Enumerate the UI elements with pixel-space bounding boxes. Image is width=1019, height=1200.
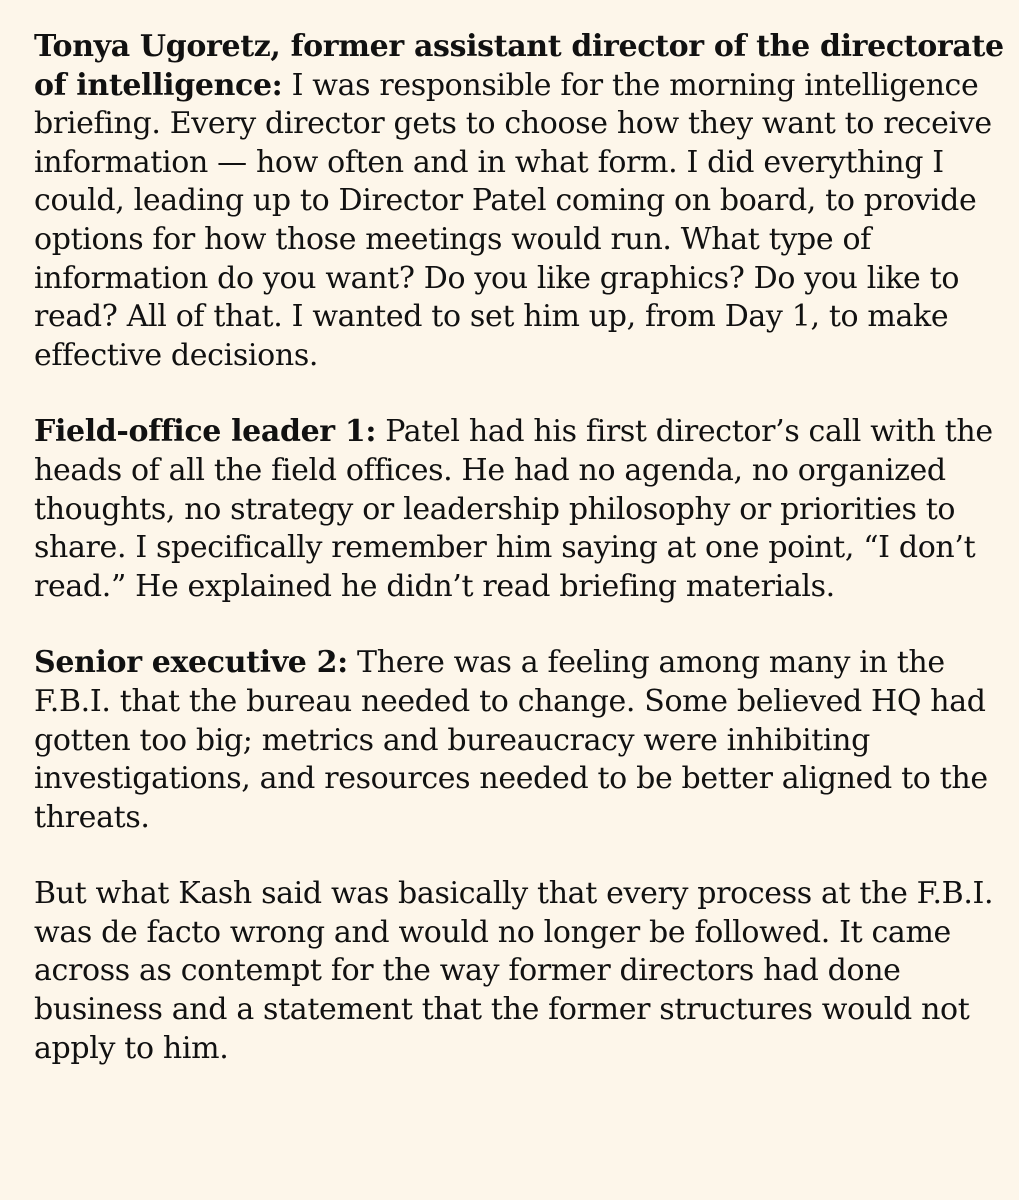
paragraph-text: I was responsible for the morning intelligence briefing. Every director gets to choose how they want to receive information — how often and in what form. I did everything I could, leading up to Director Patel coming on board, to provide options for how those meetings would run. What type of information do you want? Do you like graphics? Do you like to read? All of that. I wanted to set him up, from Day 1, to make effective decisions. [34,67,992,373]
speaker-name: Field-office leader 1: [34,414,377,450]
paragraph-continuation [34,875,1006,1068]
paragraph-text: Patel had his first director’s call with the heads of all the field offices. He had no agenda, no organized thoughts, no strategy or leadership philosophy or priorities to share. I specifically remember him saying at one point, “I don’t read.” He explained he didn’t read briefing materials. [34,414,993,604]
paragraph-text: But what Kash said was basically that every process at the F.B.I. was de facto wrong and would no longer be followed. It came across as contempt for the way former directors had done business and a statement that the former structures would not apply to him. [34,876,994,1066]
paragraph-field-office-leader [34,413,1006,606]
paragraph-ugoretz [34,28,1006,375]
speaker-name: Senior executive 2: [34,645,348,681]
paragraph-senior-executive [34,644,1006,837]
speaker-name: Tonya Ugoretz, former assistant director of the directorate of intelligence: [34,29,1004,103]
paragraph-text: There was a feeling among many in the F.B.I. that the bureau needed to change. Some believed HQ had gotten too big; metrics and bureaucracy were inhibiting investigations, and resources needed to be better aligned to the threats. [34,645,988,835]
article-body [34,28,1006,1106]
